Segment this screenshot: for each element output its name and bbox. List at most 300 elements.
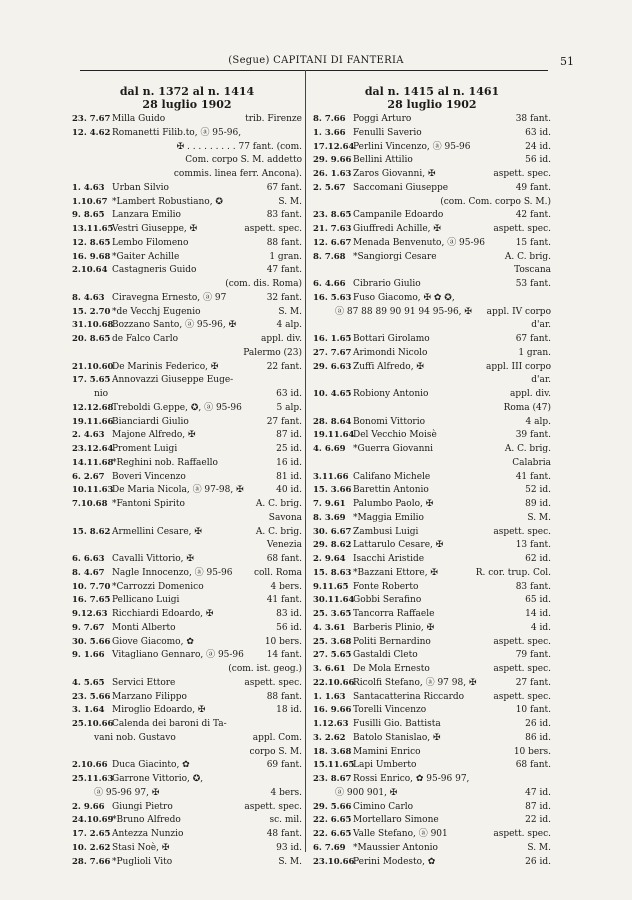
officer-name: Majone Alfredo, ✠: [112, 430, 196, 441]
officer-name: *Fantoni Spirito: [112, 499, 185, 509]
list-item: [72, 594, 302, 608]
assignment: 1 gran.: [269, 251, 302, 262]
officer-name: Lattarulo Cesare, ✠: [353, 540, 444, 551]
list-item: [313, 746, 551, 760]
seniority-date: 30. 6.67: [313, 526, 352, 537]
seniority-date: 24.10.69: [72, 815, 114, 826]
list-item: [313, 402, 551, 416]
assignment: 40 id.: [276, 485, 302, 496]
continuation-text: Toscana: [514, 265, 551, 276]
assignment: 14 fant.: [266, 650, 302, 661]
seniority-date: 19.11.64: [313, 430, 355, 441]
assignment: 53 fant.: [515, 279, 551, 289]
officer-name: De Maria Nicola, ⓐ 97-98, ✠: [112, 485, 244, 496]
list-item: [72, 553, 302, 567]
officer-name: Miroglio Edoardo, ✠: [112, 705, 206, 716]
assignment: 13 fant.: [515, 540, 551, 551]
assignment: 87 id.: [276, 430, 302, 441]
list-item: [72, 292, 302, 306]
seniority-date: 29. 9.66: [313, 155, 352, 166]
continuation-text: Calabria: [512, 457, 551, 468]
seniority-date: 9.11.65: [313, 581, 349, 592]
officer-name: Fuso Giacomo, ✠ ✿ ✪,: [353, 292, 455, 303]
list-item: [72, 141, 302, 155]
assignment: 4 alp.: [276, 320, 302, 331]
officer-name: Proment Luigi: [112, 444, 178, 454]
assignment: 62 id.: [525, 554, 551, 564]
seniority-date: 18. 3.68: [313, 746, 352, 757]
assignment: 22 id.: [525, 815, 551, 826]
continuation-text: commis. linea ferr. Ancona).: [173, 169, 302, 179]
officer-name: Lapi Umberto: [353, 760, 417, 771]
list-item: [72, 333, 302, 347]
officer-name: Gastaldi Cleto: [353, 650, 418, 661]
officer-name: *Carrozzi Domenico: [112, 581, 204, 592]
assignment: 4 id.: [530, 622, 551, 633]
list-item: [72, 856, 302, 870]
list-item: [313, 677, 551, 691]
assignment: 25 id.: [276, 444, 302, 454]
right-column: [313, 86, 551, 869]
list-item: [313, 471, 551, 485]
continuation-text: Venezia: [266, 540, 302, 551]
seniority-date: 16. 1.65: [313, 334, 352, 344]
officer-name: Treboldi G.eppe, ✪, ⓐ 95-96: [112, 402, 242, 413]
officer-name: Vitagliano Gennaro, ⓐ 95-96: [112, 650, 244, 661]
list-item: [313, 636, 551, 650]
assignment: 38 fant.: [515, 114, 551, 124]
seniority-date: 16. 7.65: [72, 595, 111, 606]
list-item: [72, 608, 302, 622]
list-item: [313, 361, 551, 375]
officer-name: Monti Alberto: [112, 622, 176, 633]
seniority-date: 7. 9.61: [313, 499, 346, 509]
officer-name: *Gaiter Achille: [112, 251, 180, 262]
seniority-date: 2. 9.64: [313, 554, 346, 564]
assignment: A. C. brig.: [255, 526, 302, 537]
seniority-date: 23. 8.65: [313, 210, 352, 221]
list-item: [72, 361, 302, 375]
assignment: 83 id.: [276, 609, 302, 619]
seniority-date: 25. 3.65: [313, 609, 352, 619]
assignment: 49 fant.: [515, 182, 551, 193]
list-item: [313, 842, 551, 856]
list-item: [72, 306, 302, 320]
officer-name: Fenulli Saverio: [353, 127, 422, 138]
officer-name: Cavalli Vittorio, ✠: [112, 554, 194, 564]
list-item: [72, 113, 302, 127]
seniority-date: 3.11.66: [313, 471, 349, 482]
officer-name: Fusilli Gio. Battista: [353, 719, 441, 729]
officer-name: Perini Modesto, ✿: [353, 856, 436, 867]
assignment: aspett. spec.: [493, 691, 551, 702]
list-item: [72, 168, 302, 182]
seniority-date: 2. 9.66: [72, 801, 105, 812]
assignment: 27 fant.: [515, 677, 551, 688]
officer-name: ⓐ 95-96 97, ✠: [94, 787, 160, 798]
assignment: aspett. spec.: [493, 636, 551, 647]
officer-name: *Bazzani Ettore, ✠: [353, 567, 438, 578]
seniority-date: 4. 3.61: [313, 622, 346, 633]
seniority-date: 16. 9.68: [72, 251, 111, 262]
officer-name: De Marinis Federico, ✠: [112, 361, 219, 372]
continuation-text: ✠ . . . . . . . . . 77 fant. (com.: [176, 141, 302, 152]
officer-name: Giungi Pietro: [112, 801, 173, 812]
seniority-date: 7.10.68: [72, 499, 108, 509]
officer-name: Pellicano Luigi: [112, 595, 180, 606]
seniority-date: 29. 6.63: [313, 361, 352, 372]
list-item: [72, 512, 302, 526]
officer-name: Bonomi Vittorio: [353, 416, 425, 427]
assignment: trib. Firenze: [245, 114, 302, 124]
seniority-date: 8. 3.69: [313, 512, 346, 523]
officer-name: Zuffi Alfredo, ✠: [353, 361, 424, 372]
officer-name: Armellini Cesare, ✠: [112, 526, 202, 537]
assignment: 4 bers.: [270, 581, 302, 592]
officer-name: de Falco Carlo: [112, 334, 178, 344]
officer-name: Politi Bernardino: [353, 636, 431, 647]
officer-name: Saccomani Giuseppe: [353, 182, 449, 193]
list-item: [313, 856, 551, 870]
list-item: [313, 196, 551, 210]
officer-name: Ricchiardi Edoardo, ✠: [112, 609, 214, 619]
list-item: [72, 443, 302, 457]
officer-name: Ricolfi Stefano, ⓐ 97 98, ✠: [353, 677, 477, 688]
seniority-date: 6. 6.63: [72, 554, 105, 564]
list-item: [72, 223, 302, 237]
list-item: [72, 154, 302, 168]
seniority-date: 22. 6.65: [313, 829, 352, 839]
list-item: [72, 182, 302, 196]
list-item: [72, 402, 302, 416]
seniority-date: 28. 8.64: [313, 416, 352, 427]
officer-name: *de Vecchj Eugenio: [112, 306, 201, 317]
officer-name: Duca Giacinto, ✿: [112, 760, 190, 771]
officer-name: Giuffredi Achille, ✠: [353, 224, 441, 234]
list-item: [72, 759, 302, 773]
left-entries: [72, 113, 302, 869]
assignment: S. M.: [527, 512, 551, 523]
seniority-date: 17.12.64: [313, 141, 355, 152]
continuation-text: d'ar.: [531, 375, 551, 386]
seniority-date: 10. 2.62: [72, 842, 111, 853]
continuation-text: Roma (47): [503, 402, 551, 413]
seniority-date: 23. 5.66: [72, 691, 111, 702]
seniority-date: 16. 9.66: [313, 705, 352, 716]
assignment: 87 id.: [525, 801, 551, 812]
seniority-date: 1. 3.66: [313, 127, 346, 138]
list-item: [313, 264, 551, 278]
assignment: A. C. brig.: [504, 251, 551, 262]
assignment: 10 fant.: [515, 705, 551, 716]
list-item: [313, 608, 551, 622]
assignment: 67 fant.: [266, 182, 302, 193]
seniority-date: 23. 7.67: [72, 114, 111, 124]
seniority-date: 2. 4.63: [72, 430, 105, 441]
seniority-date: 12.12.68: [72, 402, 114, 413]
seniority-date: 8. 7.68: [313, 251, 346, 262]
seniority-date: 30.11.64: [313, 595, 355, 606]
assignment: appl. IV corpo: [486, 306, 551, 317]
assignment: A. C. brig.: [504, 444, 551, 454]
list-item: [313, 223, 551, 237]
list-item: [313, 113, 551, 127]
list-item: [72, 842, 302, 856]
seniority-date: 13.11.65: [72, 224, 114, 234]
officer-name: Rossi Enrico, ✿ 95-96 97,: [353, 774, 470, 784]
assignment: 47 id.: [525, 787, 551, 798]
officer-name: Antezza Nunzio: [112, 829, 184, 839]
seniority-date: 29. 8.62: [313, 540, 352, 551]
list-item: [313, 154, 551, 168]
officer-name: Campanile Edoardo: [353, 210, 444, 221]
list-item: [313, 292, 551, 306]
assignment: A. C. brig.: [255, 499, 302, 509]
assignment: 10 bers.: [264, 636, 302, 647]
assignment: S. M.: [278, 306, 302, 317]
officer-name: Barettin Antonio: [353, 485, 429, 496]
officer-name: Annovazzi Giuseppe Euge-: [112, 375, 234, 386]
assignment: 22 fant.: [266, 361, 302, 372]
assignment: 18 id.: [276, 705, 302, 716]
seniority-date: 6. 4.66: [313, 279, 346, 289]
list-item: [72, 649, 302, 663]
list-item: [72, 251, 302, 265]
assignment: 47 fant.: [266, 265, 302, 276]
seniority-date: 3. 6.61: [313, 664, 346, 674]
seniority-date: 10. 4.65: [313, 389, 352, 399]
officer-name: Isacchi Aristide: [353, 554, 425, 564]
list-item: [72, 539, 302, 553]
seniority-date: 2.10.64: [72, 265, 108, 276]
left-column: [72, 86, 302, 869]
list-item: [72, 484, 302, 498]
list-item: [313, 168, 551, 182]
officer-name: Califano Michele: [353, 471, 431, 482]
seniority-date: 16. 5.63: [313, 292, 352, 303]
list-item: [313, 182, 551, 196]
list-item: [72, 127, 302, 141]
seniority-date: 1. 1.63: [313, 691, 346, 702]
officer-name: Zaros Giovanni, ✠: [353, 169, 436, 179]
seniority-date: 22. 6.65: [313, 815, 352, 826]
seniority-date: 12. 8.65: [72, 237, 111, 248]
list-item: [313, 814, 551, 828]
officer-name: Barberis Plinio, ✠: [353, 622, 435, 633]
officer-name: Robiony Antonio: [353, 389, 429, 399]
seniority-date: 21. 7.63: [313, 224, 352, 234]
list-item: [72, 209, 302, 223]
right-date-heading: 28 luglio 1902: [387, 98, 477, 111]
seniority-date: 14.11.68: [72, 457, 114, 468]
list-item: [313, 333, 551, 347]
officer-name: Giove Giacomo, ✿: [112, 636, 194, 647]
list-item: [72, 429, 302, 443]
continuation-text: corpo S. M.: [249, 746, 302, 757]
officer-name: Marzano Filippo: [112, 691, 187, 702]
officer-name: Arimondi Nicolo: [353, 347, 428, 358]
seniority-date: 23.10.66: [313, 856, 355, 867]
assignment: appl. III corpo: [486, 361, 551, 372]
assignment: appl. div.: [260, 334, 302, 344]
assignment: 16 id.: [276, 457, 302, 468]
officer-name: Batolo Stanislao, ✠: [353, 732, 441, 743]
officer-name: Bozzano Santo, ⓐ 95-96, ✠: [112, 320, 237, 331]
seniority-date: 28. 7.66: [72, 856, 111, 867]
officer-name: Lanzara Emilio: [112, 210, 181, 221]
officer-name: Cimino Carlo: [353, 801, 414, 812]
officer-name: *Maussier Antonio: [353, 842, 438, 853]
seniority-date: 29. 5.66: [313, 801, 352, 812]
assignment: appl. div.: [509, 389, 551, 399]
assignment: 41 fant.: [515, 471, 551, 482]
assignment: 63 id.: [276, 389, 302, 399]
officer-name: Santacatterina Riccardo: [353, 691, 465, 702]
officer-name: Calenda dei baroni di Ta-: [112, 719, 227, 729]
officer-name: *Lambert Robustiano, ✪: [112, 196, 223, 207]
list-item: [313, 732, 551, 746]
assignment: 88 fant.: [266, 691, 302, 702]
officer-name: Servici Ettore: [112, 677, 176, 688]
assignment: 5 alp.: [276, 402, 302, 413]
assignment: S. M.: [278, 196, 302, 207]
seniority-date: 2.10.66: [72, 760, 108, 771]
list-item: [313, 539, 551, 553]
assignment: 88 fant.: [266, 237, 302, 248]
officer-name: Palumbo Paolo, ✠: [353, 499, 434, 509]
assignment: 68 fant.: [515, 760, 551, 771]
list-item: [313, 526, 551, 540]
assignment: 1 gran.: [518, 347, 551, 358]
officer-name: ⓐ 900 901, ✠: [335, 787, 398, 798]
list-item: [72, 388, 302, 402]
officer-name: vani nob. Gustavo: [94, 732, 176, 743]
list-item: [72, 278, 302, 292]
assignment: aspett. spec.: [244, 224, 302, 234]
assignment: 67 fant.: [515, 334, 551, 344]
officer-name: Cibrario Giulio: [353, 279, 421, 289]
assignment: R. cor. trup. Col.: [475, 567, 551, 578]
officer-name: Lembo Filomeno: [112, 237, 189, 248]
seniority-date: 6. 7.69: [313, 842, 346, 853]
assignment: aspett. spec.: [493, 224, 551, 234]
officer-name: Stasi Noè, ✠: [112, 842, 170, 853]
officer-name: *Sangiorgi Cesare: [353, 251, 437, 262]
right-range-heading: dal n. 1415 al n. 1461: [364, 85, 500, 98]
assignment: 63 id.: [525, 127, 551, 138]
officer-name: *Puglioli Vito: [112, 856, 173, 867]
header-rule: [80, 70, 548, 71]
assignment: 39 fant.: [515, 430, 551, 441]
continuation-text: (com. dis. Roma): [225, 279, 302, 289]
seniority-date: 10. 7.70: [72, 581, 111, 592]
assignment: 83 fant.: [515, 581, 551, 592]
assignment: 24 id.: [525, 141, 551, 152]
officer-name: Poggi Arturo: [353, 114, 412, 124]
officer-name: Bottari Girolamo: [353, 334, 430, 344]
list-item: [72, 581, 302, 595]
seniority-date: 6. 2.67: [72, 471, 105, 482]
seniority-date: 25.11.63: [72, 774, 114, 784]
list-item: [313, 512, 551, 526]
seniority-date: 3. 2.62: [313, 732, 346, 743]
seniority-date: 1.12.63: [313, 719, 349, 729]
officer-name: Vestri Giuseppe, ✠: [112, 224, 198, 234]
officer-name: Perlini Vincenzo, ⓐ 95-96: [353, 141, 471, 152]
list-item: [313, 828, 551, 842]
list-item: [313, 691, 551, 705]
seniority-date: 4. 6.69: [313, 444, 346, 454]
list-item: [72, 801, 302, 815]
list-item: [313, 787, 551, 801]
assignment: 10 bers.: [513, 746, 551, 757]
list-item: [313, 347, 551, 361]
continuation-text: Palermo (23): [243, 347, 302, 358]
assignment: 15 fant.: [515, 237, 551, 248]
officer-name: Valle Stefano, ⓐ 901: [353, 829, 448, 839]
seniority-date: 31.10.68: [72, 320, 114, 331]
officer-name: Milla Guido: [112, 114, 166, 124]
assignment: aspett. spec.: [493, 526, 551, 537]
continuation-text: Savona: [268, 512, 302, 523]
page-number: 51: [560, 55, 574, 68]
list-item: [72, 732, 302, 746]
assignment: S. M.: [527, 842, 551, 853]
seniority-date: 17. 2.65: [72, 829, 111, 839]
running-header: [0, 55, 632, 69]
seniority-date: 27. 5.65: [313, 650, 352, 661]
officer-name: *Guerra Giovanni: [353, 444, 434, 454]
assignment: 32 fant.: [266, 292, 302, 303]
list-item: [313, 567, 551, 581]
officer-name: Castagneris Guido: [112, 265, 197, 276]
list-item: [313, 388, 551, 402]
list-item: [72, 718, 302, 732]
seniority-date: 3. 1.64: [72, 705, 105, 716]
officer-name: De Mola Ernesto: [353, 664, 430, 674]
seniority-date: 17. 5.65: [72, 375, 111, 386]
seniority-date: 15. 8.63: [313, 567, 352, 578]
list-item: [313, 374, 551, 388]
column-divider: [305, 70, 306, 852]
officer-name: Mortellaro Simone: [353, 815, 439, 826]
seniority-date: 1.10.67: [72, 196, 108, 207]
list-item: [313, 704, 551, 718]
list-item: [313, 649, 551, 663]
list-item: [72, 498, 302, 512]
right-entries: [313, 113, 551, 869]
list-item: [313, 237, 551, 251]
list-item: [72, 457, 302, 471]
seniority-date: 12. 6.67: [313, 237, 352, 248]
list-item: [313, 319, 551, 333]
officer-name: *Reghini nob. Raffaello: [112, 457, 218, 468]
seniority-date: 25.10.66: [72, 719, 114, 729]
continuation-text: (com. ist. geog.): [228, 664, 302, 674]
assignment: 26 id.: [525, 719, 551, 729]
list-item: [313, 773, 551, 787]
assignment: 86 id.: [525, 732, 551, 743]
officer-name: nio: [94, 389, 109, 399]
seniority-date: 9. 7.67: [72, 622, 105, 633]
seniority-date: 1. 4.63: [72, 182, 105, 193]
assignment: 48 fant.: [266, 829, 302, 839]
list-item: [72, 416, 302, 430]
continuation-text: d'ar.: [531, 320, 551, 331]
seniority-date: 8. 7.66: [313, 114, 346, 124]
left-range-heading: dal n. 1372 al n. 1414: [119, 85, 255, 98]
assignment: 81 id.: [276, 471, 302, 482]
